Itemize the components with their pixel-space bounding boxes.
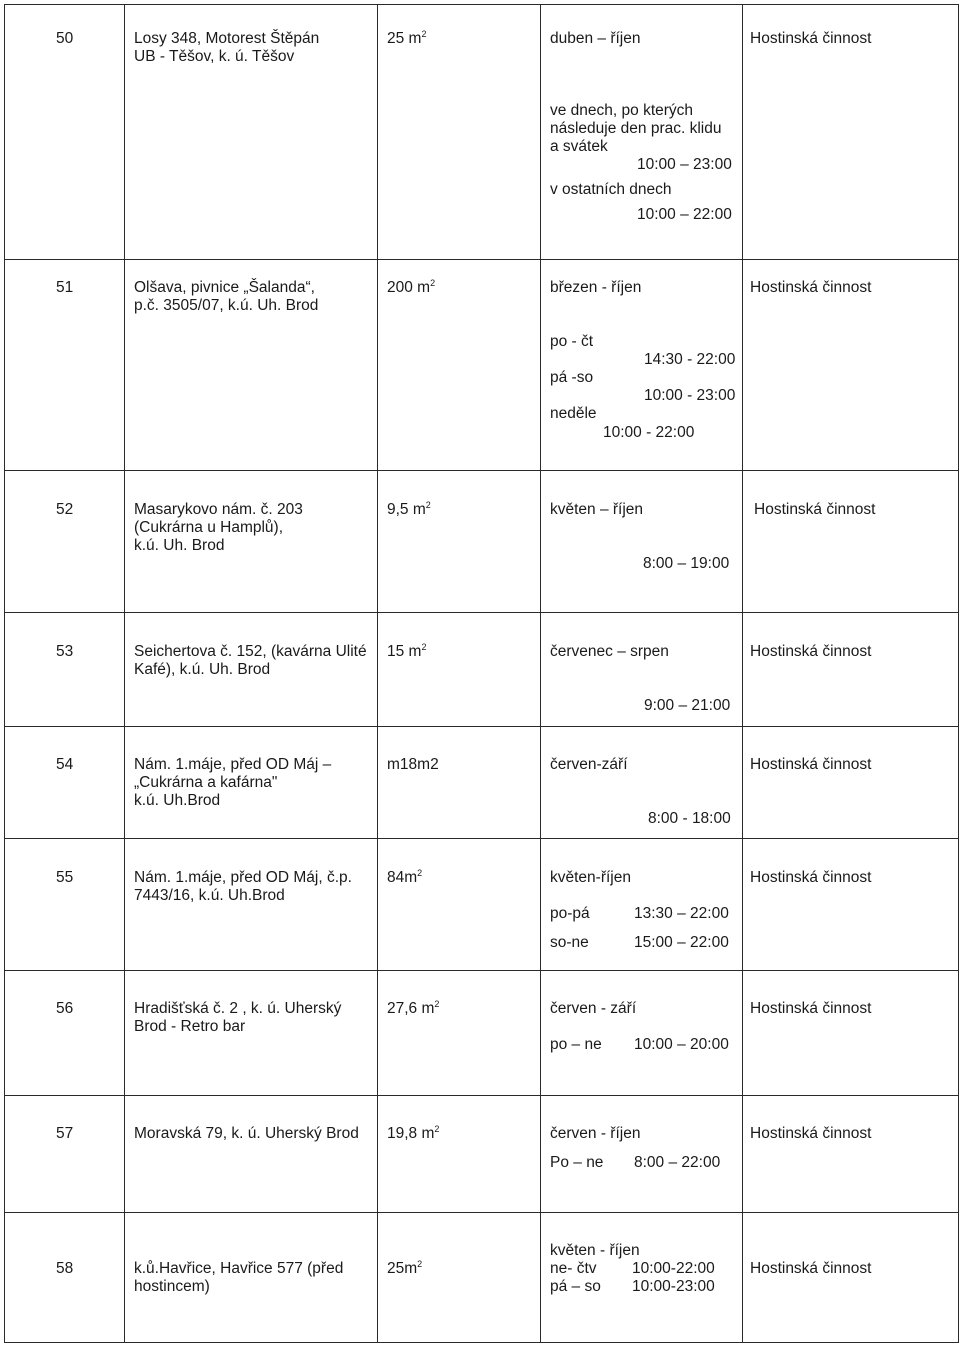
row-area: 9,5 $m^2$ xyxy=(387,500,431,518)
row-hours: 10:00-22:00 xyxy=(632,1260,715,1277)
row-hours: po-pá xyxy=(550,905,590,922)
row-hours: 10:00 - 23:00 xyxy=(644,387,736,404)
row-activity: Hostinská činnost xyxy=(750,869,872,886)
row-border xyxy=(4,470,958,471)
row-activity: Hostinská činnost xyxy=(750,1000,872,1017)
row-period: květen – říjen xyxy=(550,501,644,518)
row-hours: a svátek xyxy=(550,138,608,155)
row-hours: pá – so xyxy=(550,1278,601,1295)
row-hours: ve dnech, po kterých xyxy=(550,102,694,119)
col-border xyxy=(742,4,743,1343)
row-location: Losy 348, Motorest Štěpán xyxy=(134,30,320,47)
row-border xyxy=(4,838,958,839)
row-area: 15 $m^2$ xyxy=(387,642,427,660)
row-number: 58 xyxy=(56,1260,74,1277)
row-number: 55 xyxy=(56,869,74,886)
row-location: Olšava, pivnice „Šalanda“, xyxy=(134,279,315,296)
row-activity: Hostinská činnost xyxy=(750,30,872,47)
row-location: Nám. 1.máje, před OD Máj – xyxy=(134,756,332,773)
col-border xyxy=(540,4,541,1343)
row-number: 50 xyxy=(56,30,74,47)
row-border xyxy=(4,612,958,613)
row-location: Masarykovo nám. č. 203 xyxy=(134,501,303,518)
row-period: duben – říjen xyxy=(550,30,641,47)
row-location: hostincem) xyxy=(134,1278,210,1295)
row-area: m18m2 xyxy=(387,756,439,773)
row-activity: Hostinská činnost xyxy=(750,279,872,296)
row-hours: 8:00 – 19:00 xyxy=(643,555,730,572)
row-hours: pá -so xyxy=(550,369,594,386)
row-hours: po – ne xyxy=(550,1036,602,1053)
row-hours: 10:00 – 20:00 xyxy=(634,1036,729,1053)
row-area: 200 $m^2$ xyxy=(387,278,436,296)
row-location: Kafé), k.ú. Uh. Brod xyxy=(134,661,271,678)
col-border xyxy=(958,4,959,1343)
row-period: červen - září xyxy=(550,1000,637,1017)
row-location: p.č. 3505/07, k.ú. Uh. Brod xyxy=(134,297,319,314)
row-area: $25m^2$ xyxy=(387,1259,423,1277)
row-hours: so-ne xyxy=(550,934,589,951)
row-border xyxy=(4,1212,958,1213)
row-activity: Hostinská činnost xyxy=(750,1125,872,1142)
row-location: Seichertova č. 152, (kavárna Ulité xyxy=(134,643,367,660)
row-hours: 10:00 – 22:00 xyxy=(637,206,732,223)
row-location: „Cukrárna a kafárna" xyxy=(134,774,278,791)
row-hours: ne- čtv xyxy=(550,1260,597,1277)
row-border xyxy=(4,970,958,971)
row-period: květen-říjen xyxy=(550,869,631,886)
row-period: březen - říjen xyxy=(550,279,642,296)
row-hours: 14:30 - 22:00 xyxy=(644,351,736,368)
row-area: 19,8 $m^2$ xyxy=(387,1124,440,1142)
row-hours: 8:00 - 18:00 xyxy=(648,810,731,827)
row-location: Nám. 1.máje, před OD Máj, č.p. xyxy=(134,869,352,886)
row-activity: Hostinská činnost xyxy=(750,756,872,773)
row-activity: Hostinská činnost xyxy=(750,1260,872,1277)
row-area: 27,6 $m^2$ xyxy=(387,999,440,1017)
row-hours: následuje den prac. klidu xyxy=(550,120,722,137)
row-number: 57 xyxy=(56,1125,74,1142)
row-period: červen-září xyxy=(550,756,628,773)
row-location: (Cukrárna u Hamplů), xyxy=(134,519,284,536)
row-hours: 10:00 – 23:00 xyxy=(637,156,732,173)
col-border xyxy=(4,4,5,1343)
row-period: květen - říjen xyxy=(550,1242,640,1259)
row-location: Hradišťská č. 2 , k. ú. Uherský xyxy=(134,1000,342,1017)
row-location: k.ú. Uh.Brod xyxy=(134,792,221,809)
row-area: 25 $m^2$ xyxy=(387,29,427,47)
row-hours: 9:00 – 21:00 xyxy=(644,697,731,714)
row-location: UB - Těšov, k. ú. Těšov xyxy=(134,48,295,65)
row-hours: neděle xyxy=(550,405,597,422)
row-hours: 10:00-23:00 xyxy=(632,1278,715,1295)
row-border xyxy=(4,4,958,5)
row-activity: Hostinská činnost xyxy=(754,501,876,518)
row-hours: po - čt xyxy=(550,333,594,350)
row-period: červen - říjen xyxy=(550,1125,641,1142)
row-border xyxy=(4,1095,958,1096)
row-border xyxy=(4,726,958,727)
row-hours: 15:00 – 22:00 xyxy=(634,934,729,951)
col-border xyxy=(377,4,378,1343)
row-number: 56 xyxy=(56,1000,74,1017)
row-border xyxy=(4,259,958,260)
row-period: červenec – srpen xyxy=(550,643,669,660)
row-hours: 8:00 – 22:00 xyxy=(634,1154,721,1171)
row-number: 54 xyxy=(56,756,74,773)
row-hours: v ostatních dnech xyxy=(550,181,672,198)
row-number: 52 xyxy=(56,501,74,518)
row-hours: 13:30 – 22:00 xyxy=(634,905,729,922)
row-location: Moravská 79, k. ú. Uherský Brod xyxy=(134,1125,359,1142)
row-hours: Po – ne xyxy=(550,1154,604,1171)
row-hours: 10:00 - 22:00 xyxy=(603,424,695,441)
row-location: 7443/16, k.ú. Uh.Brod xyxy=(134,887,285,904)
col-border xyxy=(124,4,125,1343)
row-number: 51 xyxy=(56,279,74,296)
row-location: k.ů.Havřice, Havřice 577 (před xyxy=(134,1260,344,1277)
row-border xyxy=(4,1342,958,1343)
row-area: $84m^2$ xyxy=(387,868,423,886)
row-location: Brod - Retro bar xyxy=(134,1018,246,1035)
row-number: 53 xyxy=(56,643,74,660)
row-location: k.ú. Uh. Brod xyxy=(134,537,225,554)
row-activity: Hostinská činnost xyxy=(750,643,872,660)
